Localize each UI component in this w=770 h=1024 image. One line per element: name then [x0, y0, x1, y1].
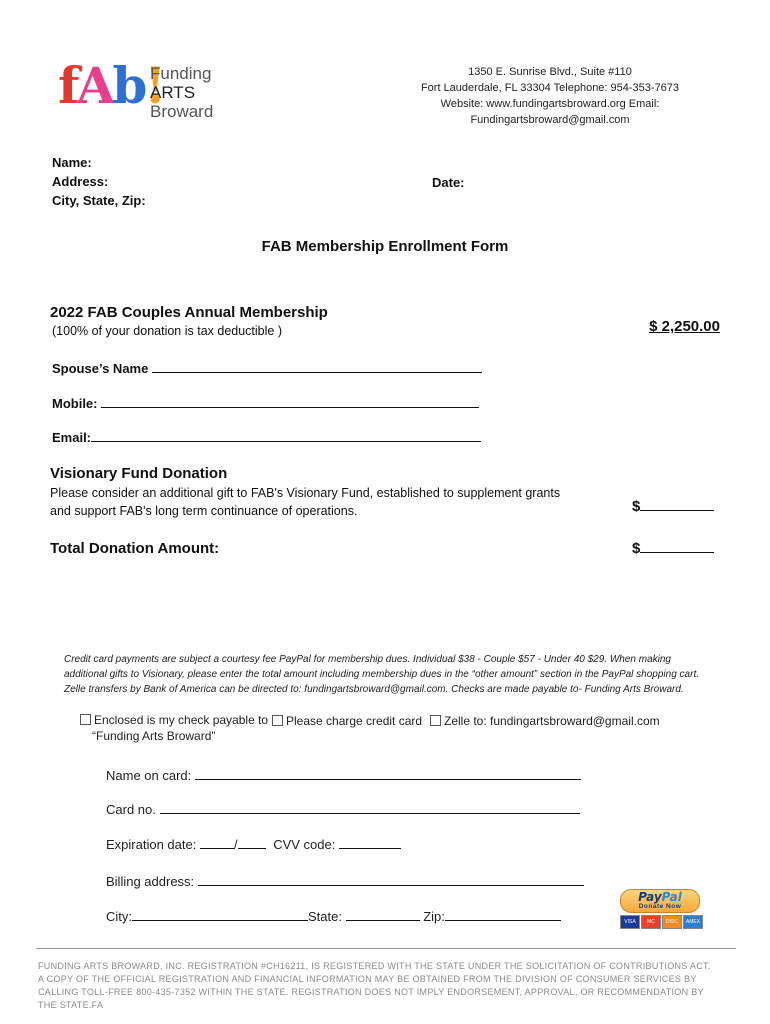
credit-card-checkbox[interactable] — [272, 715, 283, 726]
city-state-zip-field[interactable]: City: State: Zip: — [106, 908, 561, 924]
city-state-zip-label: City, State, Zip: — [52, 193, 146, 208]
mobile-line[interactable] — [101, 395, 479, 408]
check-option[interactable]: Enclosed is my check payable to “Funding Arts Broward” — [80, 712, 268, 744]
name-label: Name: — [52, 155, 92, 170]
membership-amount: $ 2,250.00 — [649, 318, 720, 335]
membership-note: (100% of your donation is tax deductible ) — [52, 324, 282, 338]
form-title: FAB Membership Enrollment Form — [261, 238, 509, 255]
exp-year-line[interactable] — [238, 836, 266, 849]
exp-month-line[interactable] — [200, 836, 234, 849]
paypal-donate-button[interactable]: PayPal Donate Now — [620, 889, 700, 913]
mastercard-icon: MC — [641, 915, 661, 929]
fab-logo-mark: fAb! — [58, 56, 164, 115]
state-line[interactable] — [346, 908, 420, 921]
discover-card-icon: DISC — [662, 915, 682, 929]
zelle-option[interactable]: Zelle to: fundingartsbroward@gmail.com — [430, 714, 660, 728]
visionary-amount-line[interactable] — [640, 498, 714, 511]
paypal-donate[interactable] — [614, 889, 704, 933]
fab-logo — [58, 56, 238, 122]
membership-title: 2022 FAB Couples Annual Membership — [50, 304, 328, 321]
expiration-cvv-field[interactable]: Expiration date: / CVV code: — [106, 836, 401, 852]
fab-logo-text: Funding ARTS Broward — [150, 64, 214, 121]
spouse-name-field[interactable]: Spouse’s Name — [52, 360, 482, 376]
visionary-amount-field[interactable]: $ — [632, 498, 714, 515]
total-label: Total Donation Amount: — [50, 540, 220, 557]
visionary-text: Please consider an additional gift to FAB's Visionary Fund, established to supplement grants and support FAB's long term continuance of operations. — [50, 486, 561, 518]
spouse-name-line[interactable] — [152, 360, 482, 373]
address-label: Address: — [52, 174, 109, 189]
billing-address-field[interactable]: Billing address: — [106, 873, 584, 889]
footer-divider — [36, 948, 736, 949]
amex-card-icon: AMEX — [683, 915, 703, 929]
card-number-line[interactable] — [160, 801, 580, 814]
zelle-checkbox[interactable] — [430, 715, 441, 726]
billing-address-line[interactable] — [198, 873, 584, 886]
payment-note: Credit card payments are subject a courtesy fee PayPal for membership dues. Individual $38 - Couple $57 - Under 40 $29. When making additional gifts to Visionary, please enter the total amount including membership dues in the “other amount” section in the PayPal shopping cart. Zelle transfers by Bank of America can be directed to: fundingartsbroward@gmail.com. Checks are made payable to- Funding Arts Broward. — [64, 654, 699, 695]
visa-card-icon: VISA — [620, 915, 640, 929]
zip-line[interactable] — [445, 908, 561, 921]
mobile-field[interactable]: Mobile: — [52, 395, 479, 411]
email-field[interactable]: Email: — [52, 429, 481, 445]
total-amount-line[interactable] — [640, 540, 714, 553]
city-line[interactable] — [132, 908, 308, 921]
visionary-title: Visionary Fund Donation — [50, 465, 228, 482]
footer-disclaimer: FUNDING ARTS BROWARD, INC. REGISTRATION #CH16211, IS REGISTERED WITH THE STATE UNDER THE SOLICITATION OF CONTRIBUTIONS ACT. A COPY OF THE OFFICIAL REGISTRATION AND FINANCIAL INFORMATION MAY BE OBTAINED FROM THE DIVISION OF CONSUMER SERVICES BY CALLING TOLL-FREE 800-435-7352 WITHIN THE STATE. REGISTRATION DOES NOT IMPLY ENDORSEMENT, APPROVAL, OR RECOMMENDATION BY THE STATE.FA — [38, 961, 711, 1010]
total-amount-field[interactable]: $ — [632, 540, 714, 557]
name-on-card-line[interactable] — [195, 767, 581, 780]
cvv-line[interactable] — [339, 836, 401, 849]
card-logos — [620, 915, 704, 929]
check-checkbox[interactable] — [80, 714, 91, 725]
org-address: 1350 E. Sunrise Blvd., Suite #110 Fort Lauderdale, FL 33304 Telephone: 954-353-7673 Website: www.fundingartsbroward.org Email: Fundingartsbroward@gmail.com — [420, 66, 680, 126]
card-number-field[interactable]: Card no. — [106, 801, 580, 817]
email-line[interactable] — [91, 429, 481, 442]
name-on-card-field[interactable]: Name on card: — [106, 767, 581, 783]
date-label: Date: — [432, 175, 465, 190]
paypal-logo: PayPal — [638, 890, 682, 904]
credit-card-option[interactable]: Please charge credit card — [272, 714, 422, 728]
